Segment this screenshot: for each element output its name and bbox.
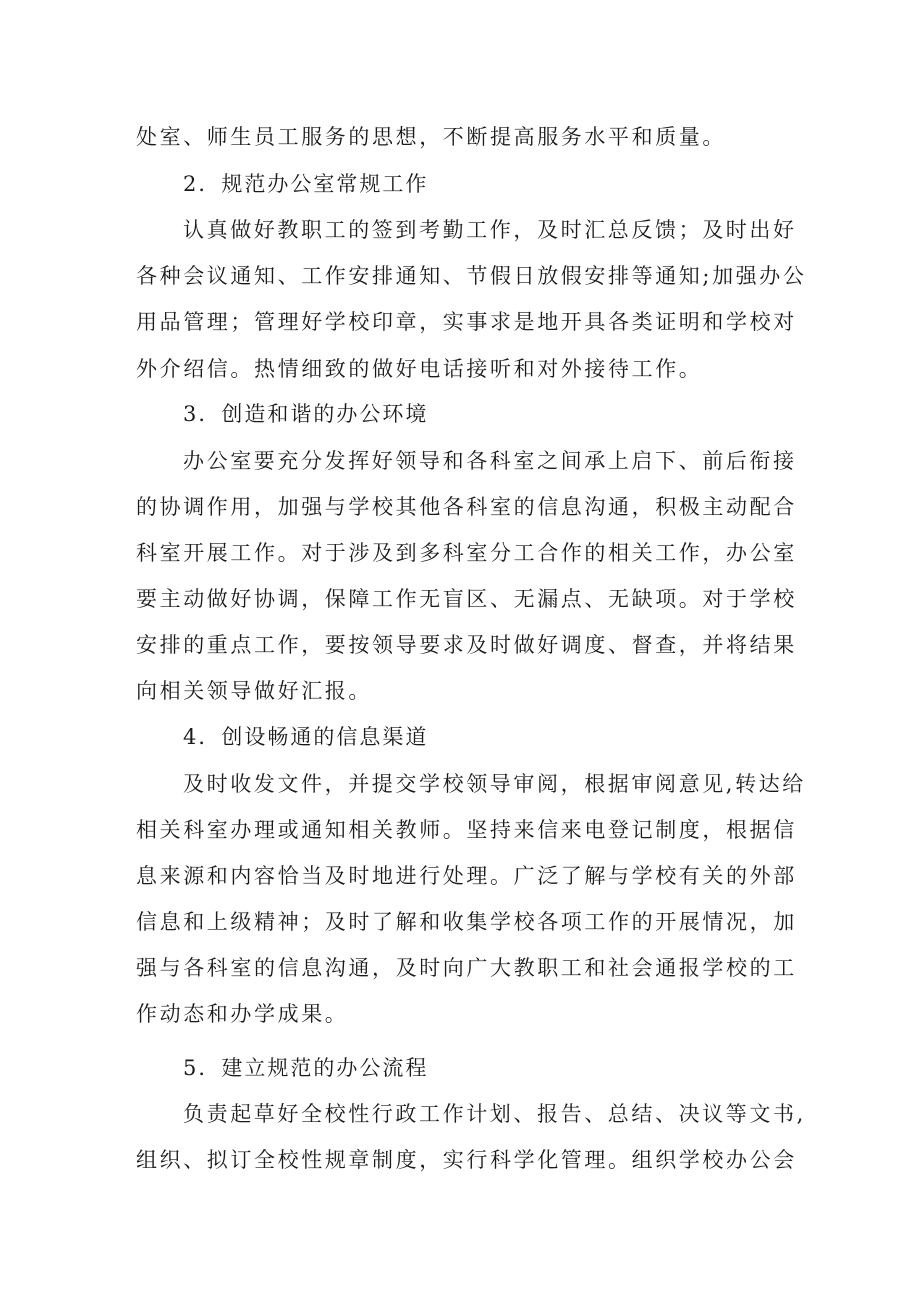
section-heading: 5．建立规范的办公流程 <box>183 1056 429 1080</box>
paragraph-line: 相关科室办理或通知相关教师。坚持来信来电登记制度，根据信 <box>136 818 797 842</box>
paragraph-line: 强与各科室的信息沟通，及时向广大教职工和社会通报学校的工 <box>136 956 797 980</box>
paragraph-line: 用品管理；管理好学校印章，实事求是地开具各类证明和学校对 <box>136 310 797 334</box>
paragraph-line: 的协调作用，加强与学校其他各科室的信息沟通，积极主动配合 <box>136 495 797 519</box>
paragraph-line: 负责起草好全校性行政工作计划、报告、总结、决议等文书, <box>183 1102 806 1126</box>
paragraph-line: 组织、拟订全校性规章制度，实行科学化管理。组织学校办公会 <box>136 1148 797 1172</box>
paragraph-line: 处室、师生员工服务的思想，不断提高服务水平和质量。 <box>136 125 726 149</box>
paragraph-line: 办公室要充分发挥好领导和各科室之间承上启下、前后衔接 <box>183 449 797 473</box>
paragraph-line: 及时收发文件，并提交学校领导审阅，根据审阅意见,转达给 <box>183 772 806 796</box>
paragraph-line: 各种会议通知、工作安排通知、节假日放假安排等通知;加强办公 <box>136 264 807 288</box>
section-heading: 2．规范办公室常规工作 <box>183 172 429 196</box>
paragraph-line: 信息和上级精神；及时了解和收集学校各项工作的开展情况，加 <box>136 910 797 934</box>
paragraph-line: 息来源和内容恰当及时地进行处理。广泛了解与学校有关的外部 <box>136 864 797 888</box>
paragraph-line: 外介绍信。热情细致的做好电话接听和对外接待工作。 <box>136 357 703 381</box>
paragraph-line: 科室开展工作。对于涉及到多科室分工合作的相关工作，办公室 <box>136 541 797 565</box>
paragraph-line: 认真做好教职工的签到考勤工作，及时汇总反馈；及时出好 <box>183 218 797 242</box>
paragraph-line: 要主动做好协调，保障工作无盲区、无漏点、无缺项。对于学校 <box>136 587 797 611</box>
section-heading: 4．创设畅通的信息渠道 <box>183 725 429 749</box>
section-heading: 3．创造和谐的办公环境 <box>183 402 429 426</box>
paragraph-line: 作动态和办学成果。 <box>136 1002 349 1026</box>
paragraph-line: 安排的重点工作，要按领导要求及时做好调度、督查，并将结果 <box>136 633 797 657</box>
paragraph-line: 向相关领导做好汇报。 <box>136 679 372 703</box>
